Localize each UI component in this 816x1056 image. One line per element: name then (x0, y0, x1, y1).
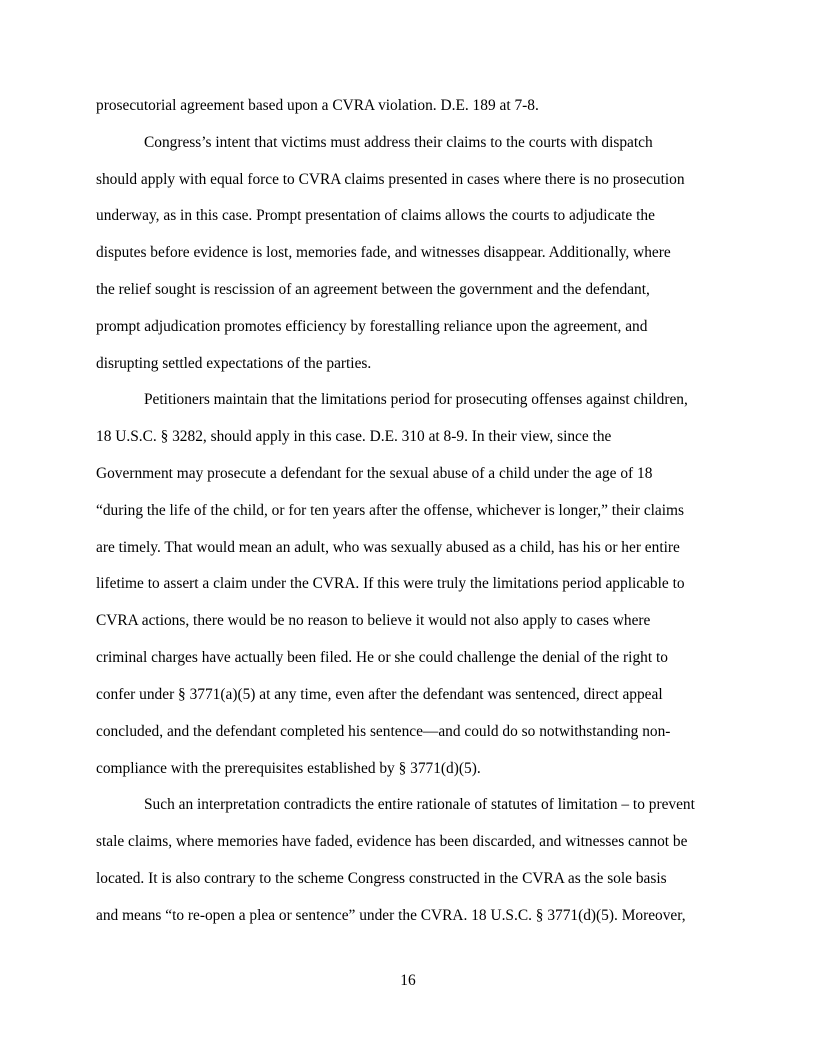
text-line: prompt adjudication promotes efficiency by forestalling reliance upon the agreement, and (96, 318, 648, 335)
text-line: “during the life of the child, or for ten years after the offense, whichever is longer,” their claims (96, 502, 684, 519)
text-line: CVRA actions, there would be no reason to believe it would not also apply to cases where (96, 612, 651, 629)
text-line: Government may prosecute a defendant for the sexual abuse of a child under the age of 18 (96, 465, 653, 482)
text-line: lifetime to assert a claim under the CVRA. If this were truly the limitations period applicable to (96, 575, 685, 592)
text-line: the relief sought is rescission of an agreement between the government and the defendant, (96, 281, 650, 298)
text-line: disrupting settled expectations of the parties. (96, 355, 372, 372)
text-line: are timely. That would mean an adult, who was sexually abused as a child, has his or her entire (96, 539, 680, 556)
text-line: underway, as in this case. Prompt presentation of claims allows the courts to adjudicate the (96, 207, 655, 224)
text-line: criminal charges have actually been filed. He or she could challenge the denial of the right to (96, 649, 668, 666)
text-line: compliance with the prerequisites established by § 3771(d)(5). (96, 760, 481, 777)
text-line: disputes before evidence is lost, memories fade, and witnesses disappear. Additionally, where (96, 244, 671, 261)
paragraph-first-line: Such an interpretation contradicts the entire rationale of statutes of limitation – to prevent (144, 796, 695, 813)
page-number: 16 (400, 972, 416, 989)
text-line: concluded, and the defendant completed his sentence—and could do so notwithstanding non- (96, 723, 671, 740)
text-line: confer under § 3771(a)(5) at any time, even after the defendant was sentenced, direct appeal (96, 686, 663, 703)
text-line: 18 U.S.C. § 3282, should apply in this case. D.E. 310 at 8-9. In their view, since the (96, 428, 612, 445)
paragraph-first-line: Petitioners maintain that the limitations period for prosecuting offenses against children, (144, 391, 688, 408)
text-line: and means “to re-open a plea or sentence” under the CVRA. 18 U.S.C. § 3771(d)(5). Moreover, (96, 907, 686, 924)
paragraph-first-line: Congress’s intent that victims must address their claims to the courts with dispatch (144, 134, 653, 151)
text-line: should apply with equal force to CVRA claims presented in cases where there is no prosecution (96, 171, 685, 188)
text-line: stale claims, where memories have faded, evidence has been discarded, and witnesses cannot be (96, 833, 688, 850)
text-line: prosecutorial agreement based upon a CVRA violation. D.E. 189 at 7-8. (96, 97, 539, 114)
text-line: located. It is also contrary to the scheme Congress constructed in the CVRA as the sole basis (96, 870, 667, 887)
